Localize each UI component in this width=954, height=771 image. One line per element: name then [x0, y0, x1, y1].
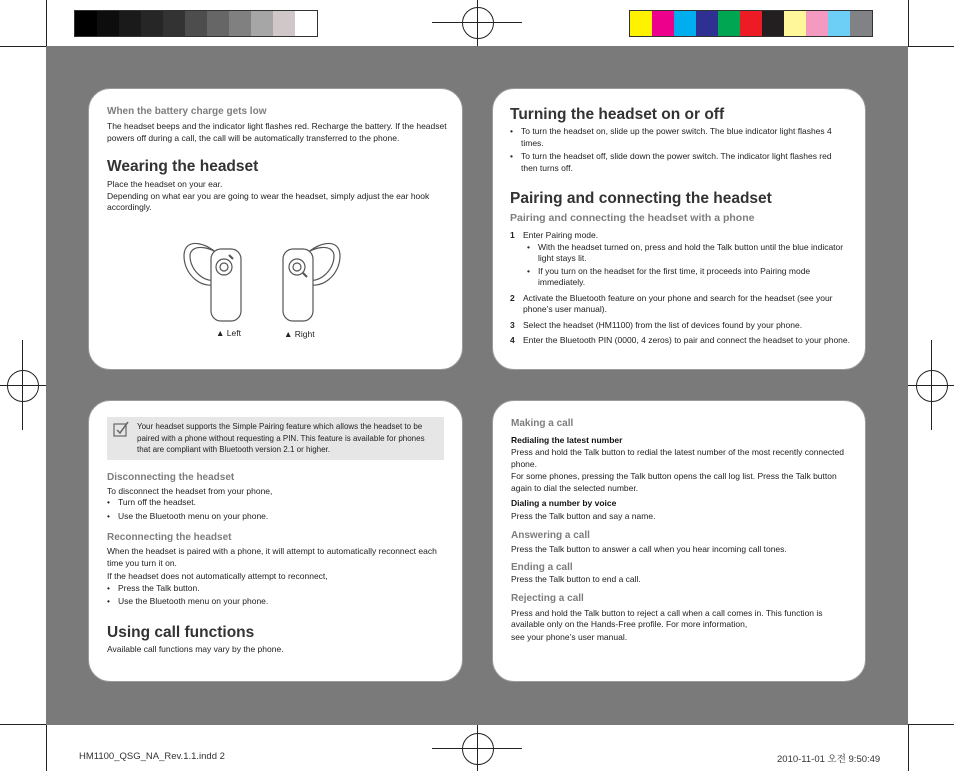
ending-heading: Ending a call — [511, 562, 573, 573]
footer-timestamp: 2010-11-01 오전 9:50:49 — [777, 754, 881, 765]
call-functions-text: Available call functions may vary by the phone. — [107, 643, 284, 654]
color-swatch — [806, 11, 828, 36]
gray-swatch — [273, 11, 295, 36]
reject-text-2: see your phone’s user manual. — [511, 631, 628, 642]
connection-card — [88, 400, 463, 682]
crop-mark — [908, 46, 954, 47]
note-box — [107, 417, 444, 460]
cmyk-color-bar — [629, 10, 873, 37]
reconnect-heading: Reconnecting the headset — [107, 532, 232, 543]
note-check-icon — [113, 421, 129, 437]
color-swatch — [674, 11, 696, 36]
reconnect-text-2: If the headset does not automatically attempt to reconnect, — [107, 571, 328, 581]
color-swatch — [718, 11, 740, 36]
color-swatch — [740, 11, 762, 36]
ending-text: Press the Talk button to end a call. — [511, 574, 641, 584]
on-off-heading: Turning the headset on or off — [510, 106, 725, 123]
crop-mark — [908, 725, 909, 771]
gray-swatch — [185, 11, 207, 36]
right-ear-headset — [283, 243, 340, 321]
redial-heading: Redialing the latest number — [511, 435, 623, 445]
crop-mark — [908, 724, 954, 725]
pairing-step-1: 1 Enter Pairing mode. — [510, 230, 599, 240]
footer-filename: HM1100_QSG_NA_Rev.1.1.indd 2 — [79, 751, 225, 762]
battery-low-heading: When the battery charge gets low — [107, 106, 267, 117]
color-swatch — [784, 11, 806, 36]
reconnect-bullet-1: • Press the Talk button. — [107, 583, 444, 595]
gray-swatch — [141, 11, 163, 36]
gray-swatch — [119, 11, 141, 36]
crop-mark — [46, 0, 47, 46]
gray-swatch — [75, 11, 97, 36]
step-1-bullet-1: • With the headset turned on, press and hold the Talk button until the blue indicator light stays lit. — [527, 242, 850, 265]
pairing-step-3: 3 Select the headset (HM1100) from the list of devices found by your phone. — [510, 319, 803, 330]
gray-swatch — [251, 11, 273, 36]
left-ear-headset — [184, 243, 241, 321]
crop-mark — [0, 724, 46, 725]
color-swatch — [762, 11, 784, 36]
answer-heading: Answering a call — [511, 529, 590, 541]
color-swatch — [652, 11, 674, 36]
battery-wearing-card — [88, 88, 463, 370]
step-1-bullet-2: • If you turn on the headset for the first time, it proceeds into Pairing mode immediately. — [527, 266, 850, 289]
pairing-subheading: Pairing and connecting the headset with a phone — [510, 212, 755, 224]
battery-low-text: The headset beeps and the indicator light flashes red. Recharge the battery. If the headset powers off during a call, the call will be automatically transferred to the phone. — [107, 121, 447, 143]
on-off-bullet-2: • To turn the headset off, slide down the power switch. The indicator light flashes red then turns off. — [510, 151, 850, 174]
reject-text-1: Press and hold the Talk button to reject a call when a call comes in. This function is available only on the Hands-Free profile. For more information, — [511, 607, 823, 629]
color-swatch — [828, 11, 850, 36]
wearing-text-2: Depending on what ear you are going to wear the headset, simply adjust the ear hook accordingly. — [107, 190, 430, 212]
gray-swatch — [163, 11, 185, 36]
reconnect-text-1: When the headset is paired with a phone, it will attempt to automatically reconnect each time you turn it on. — [107, 546, 437, 568]
gray-swatch — [207, 11, 229, 36]
pairing-heading: Pairing and connecting the headset — [510, 190, 772, 207]
gray-swatch — [229, 11, 251, 36]
gray-swatch — [295, 11, 317, 36]
disconnect-bullet-2: • Use the Bluetooth menu on your phone. — [107, 511, 444, 523]
color-swatch — [696, 11, 718, 36]
wearing-heading: Wearing the headset — [107, 158, 259, 175]
reject-heading: Rejecting a call — [511, 592, 584, 604]
power-pairing-card — [492, 88, 866, 370]
call-functions-heading: Using call functions — [107, 623, 255, 641]
color-swatch — [850, 11, 872, 36]
reconnect-bullet-2: • Use the Bluetooth menu on your phone. — [107, 596, 444, 608]
color-swatch — [630, 11, 652, 36]
gray-swatch — [97, 11, 119, 36]
left-label: ▲ Left — [216, 328, 241, 338]
wearing-text-1: Place the headset on your ear. — [107, 179, 223, 189]
call-card — [492, 400, 866, 682]
note-text: Your headset supports the Simple Pairing feature which allows the headset to be paired with a phone without requesting a PIN. This feature is available for phones that are compliant with Bluetooth version 2.1 or higher. — [137, 422, 425, 454]
crop-mark — [908, 0, 909, 46]
headset-illustration — [179, 231, 359, 331]
on-off-bullet-1: • To turn the headset on, slide up the power switch. The blue indicator light flashes 4 times. — [510, 126, 850, 149]
disconnect-heading: Disconnecting the headset — [107, 471, 235, 483]
voice-dial-text: Press the Talk button and say a name. — [511, 511, 656, 521]
redial-text-1: Press and hold the Talk button to redial the latest number of the most recently connected phone. — [511, 447, 844, 469]
crop-mark — [0, 46, 46, 47]
disconnect-text: To disconnect the headset from your phone, — [107, 485, 273, 496]
right-label: ▲ Right — [284, 329, 315, 339]
redial-text-2: For some phones, pressing the Talk button opens the call log list. Press the Talk button again to dial the selected number. — [511, 471, 837, 493]
gray-color-bar — [74, 10, 318, 37]
pairing-steps — [510, 230, 850, 347]
answer-text: Press the Talk button to answer a call when you hear incoming call tones. — [511, 543, 787, 554]
voice-dial-heading: Dialing a number by voice — [511, 498, 617, 508]
pairing-step-4: 4 Enter the Bluetooth PIN (0000, 4 zeros) to pair and connect the headset to your phone. — [510, 335, 850, 345]
disconnect-bullet-1: • Turn off the headset. — [107, 497, 444, 509]
crop-mark — [46, 725, 47, 771]
pairing-step-2: 2 Activate the Bluetooth feature on your phone and search for the headset (see your phone’s user manual). — [510, 292, 833, 314]
making-call-heading: Making a call — [511, 418, 574, 429]
